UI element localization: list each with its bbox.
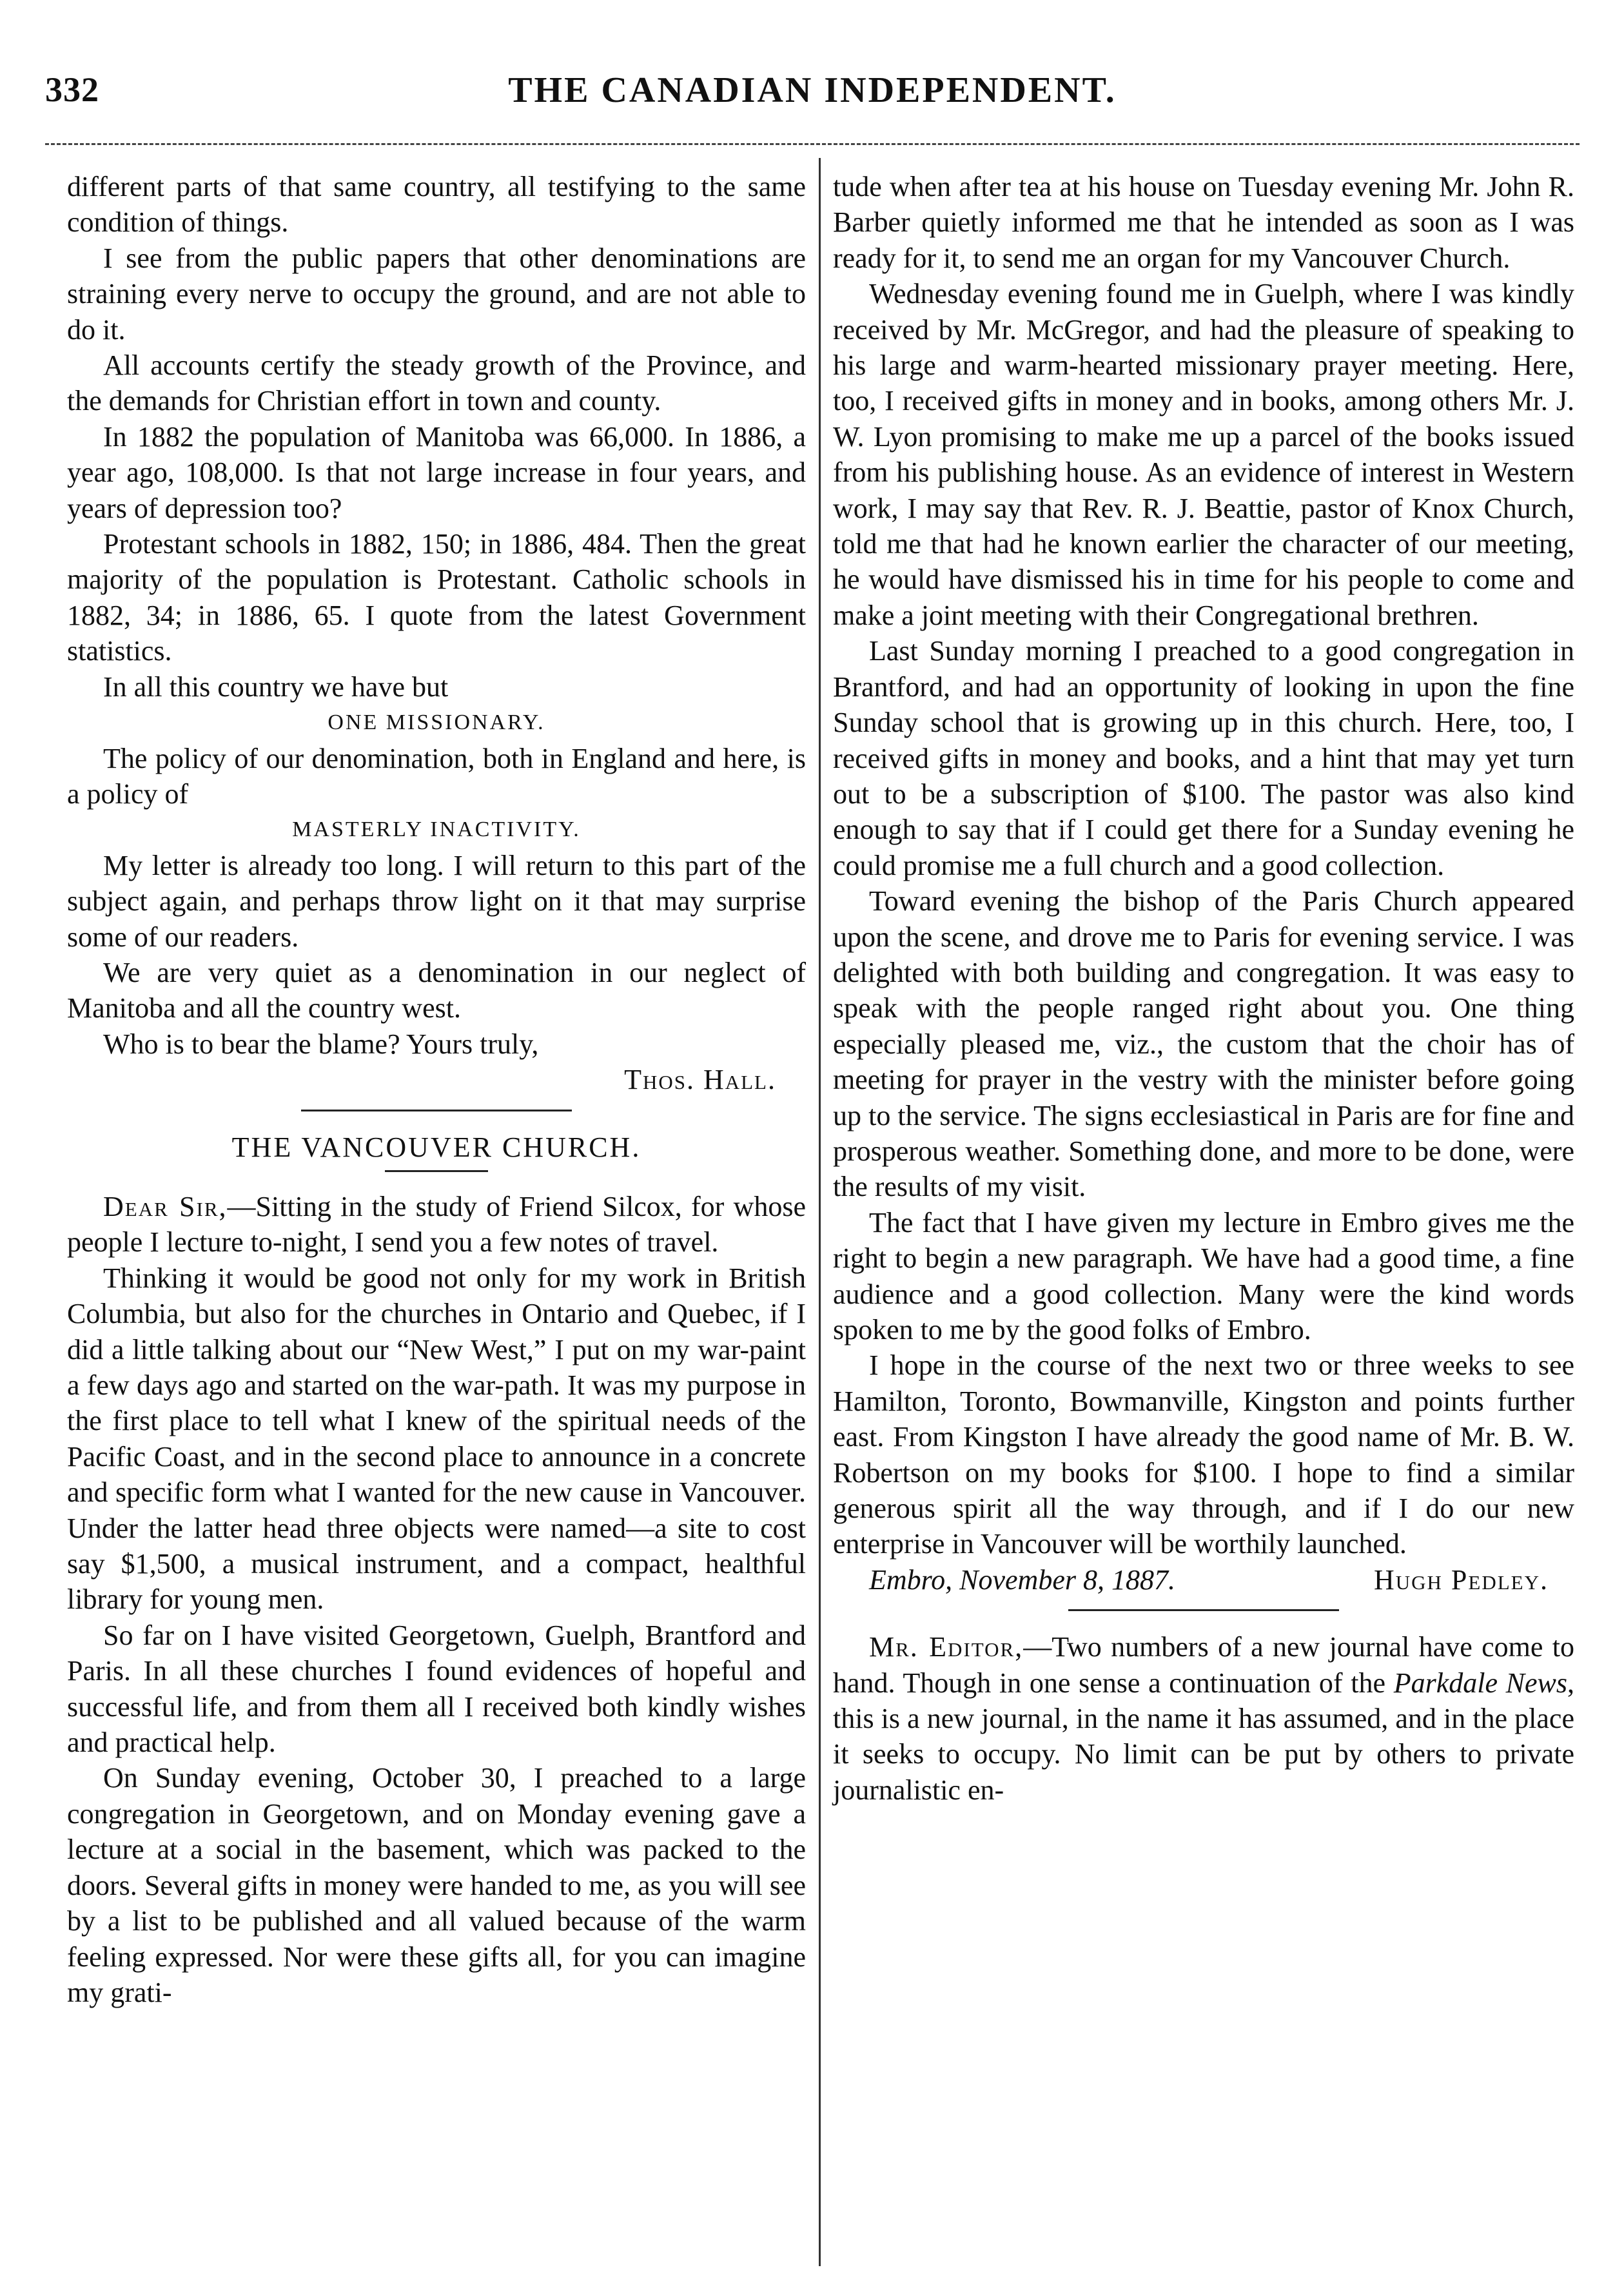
paragraph: My letter is already too long. I will return to this part of the subject again, and perhaps throw light on it that may surprise some of our readers. <box>67 849 806 953</box>
paragraph: Thinking it would be good not only for my work in British Columbia, but also for the churches in Ontario and Quebec, if I did a little talking about our “New West,” I put on my war-paint a few days ago and started on the war-path. It was my purpose in the first place to tell what I knew of the spiritual needs of the Pacific Coast, and in the second place to announce in a concrete and specific form what I wanted for the new cause in Vancouver. Under the latter head three objects were named—a site to cost say $1,500, a musical instrument, and a compact, healthful library for young men. <box>67 1262 806 1616</box>
paragraph: In all this country we have but <box>103 670 449 703</box>
paragraph: On Sunday evening, October 30, I preached to a large congregation in Georgetown, and on Monday evening gave a lecture at a social in the basement, which was packed to the doors. Several gifts in money were handed to me, as you will see by a list to be published and all valued because of the warm feeling expressed. Nor were these gifts all, for you can imagine my grati- <box>67 1762 806 2008</box>
section-title: THE VANCOUVER CHURCH. <box>231 1131 641 1163</box>
dateline <box>833 1562 1574 1598</box>
signature-thos-hall: Thos. Hall. <box>624 1064 776 1096</box>
subheading-masterly-inactivity: MASTERLY INACTIVITY. <box>292 817 581 842</box>
paragraph: We are very quiet as a denomination in our neglect of Manitoba and all the country west. <box>67 956 806 1024</box>
page-number: 332 <box>45 70 99 109</box>
paragraph: Wednesday evening found me in Guelph, where I was kindly received by Mr. McGregor, and had the pleasure of speaking to his large and warm-hearted missionary prayer meeting. Here, too, I received gifts in money and in books, among others Mr. J. W. Lyon promising to make me up a parcel of the books issued from his publishing house. As an evidence of interest in Western work, I may say that Rev. R. J. Beattie, pastor of Knox Church, told me that had he known earlier the character of our meeting, he would have dismissed his in time for his people to come and make a joint meeting with their Congregational brethren. <box>833 278 1574 631</box>
paragraph: Last Sunday morning I preached to a good congregation in Brantford, and had an opportunity of looking in upon the fine Sunday school that is growing up in this church. Here, too, I received gifts in money and books, and a hint that may yet turn out to be a subscription of $100. The pastor was also kind enough to say that if I could get there for a Sunday evening he could promise me a full church and a good collection. <box>833 635 1574 881</box>
salutation: Dear Sir, <box>103 1190 228 1222</box>
left-column <box>67 169 806 2010</box>
section-divider <box>301 1110 572 1111</box>
paragraph: Toward evening the bishop of the Paris Church appeared upon the scene, and drove me to Paris for evening service. I was delighted with both building and congregation. It was easy to speak with the people ranged right about you. One thing especially pleased me, viz., the custom that the choir has of meeting for prayer in the vestry with the minister before going up to the service. The signs ecclesiastical in Paris are for fine and prosperous weather. Something done, and more to be done, were the results of my visit. <box>833 885 1574 1203</box>
page-header <box>45 70 1580 128</box>
journal-name: Parkdale News <box>1393 1667 1567 1699</box>
paragraph: Protestant schools in 1882, 150; in 1886, 484. Then the great majority of the population is Protestant. Catholic schools in 1882, 34; in 1886, 65. I quote from the latest Government statistics. <box>67 528 806 667</box>
signature-hugh-pedley: Hugh Pedley. <box>1374 1563 1549 1596</box>
column-divider <box>819 158 821 2266</box>
paragraph: All accounts certify the steady growth of the Province, and the demands for Christian effort in town and county. <box>67 349 806 417</box>
paragraph: I see from the public papers that other denominations are straining every nerve to occupy the ground, and are not able to do it. <box>67 242 806 346</box>
paragraph: The fact that I have given my lecture in Embro gives me the right to begin a new paragraph. We have had a good time, a fine audience and a good collection. Many were the kind words spoken to me by the good folks of Embro. <box>833 1206 1574 1346</box>
title-underline <box>385 1170 488 1172</box>
salutation: Mr. Editor, <box>869 1631 1024 1663</box>
paragraph: different parts of that same country, all testifying to the same condition of things. <box>67 171 806 239</box>
paragraph-text: —Sitting in the study of Friend Silcox, for whose people I lecture to-night, I send you a few notes of travel. <box>67 1190 807 1258</box>
paragraph: The policy of our denomination, both in England and here, is a policy of <box>67 742 806 810</box>
paragraph: tude when after tea at his house on Tuesday evening Mr. John R. Barber quietly informed me that he intended as soon as I was ready for it, to send me an organ for my Vancouver Church. <box>833 171 1574 274</box>
paragraph: So far on I have visited Georgetown, Guelph, Brantford and Paris. In all these churches I found evidences of hopeful and successful life, and from them all I received both kindly wishes and practical help. <box>67 1619 806 1759</box>
paragraph: In 1882 the population of Manitoba was 66,000. In 1886, a year ago, 108,000. Is that not large increase in four years, and years of depression too? <box>67 420 806 524</box>
paragraph <box>833 1629 1574 1808</box>
paragraph: I hope in the course of the next two or three weeks to see Hamilton, Toronto, Bowmanville, Kingston and points further east. From Kingston I have already the good name of Mr. B. W. Robertson on my books for $100. I hope to find a similar generous spirit all the way through, and if I do our new enterprise in Vancouver will be worthily launched. <box>833 1349 1574 1560</box>
paragraph-text: —Two numbers of a new journal have come to hand. Though in one sense a continuation of the <box>833 1631 1574 1699</box>
journal-title: THE CANADIAN INDEPENDENT. <box>508 70 1117 110</box>
paragraph-text: , this is a new journal, in the name it has assumed, and in the place it seeks to occupy. No limit can be put by others to private journalistic en- <box>833 1667 1574 1806</box>
subheading-one-missionary: ONE MISSIONARY. <box>328 710 545 735</box>
section-divider <box>1068 1609 1339 1611</box>
paragraph: Who is to bear the blame? Yours truly, <box>103 1028 539 1060</box>
header-rule <box>45 143 1580 145</box>
right-column <box>833 169 1574 1808</box>
paragraph <box>67 1189 806 1260</box>
dateline-place: Embro, November 8, 1887. <box>869 1563 1175 1596</box>
